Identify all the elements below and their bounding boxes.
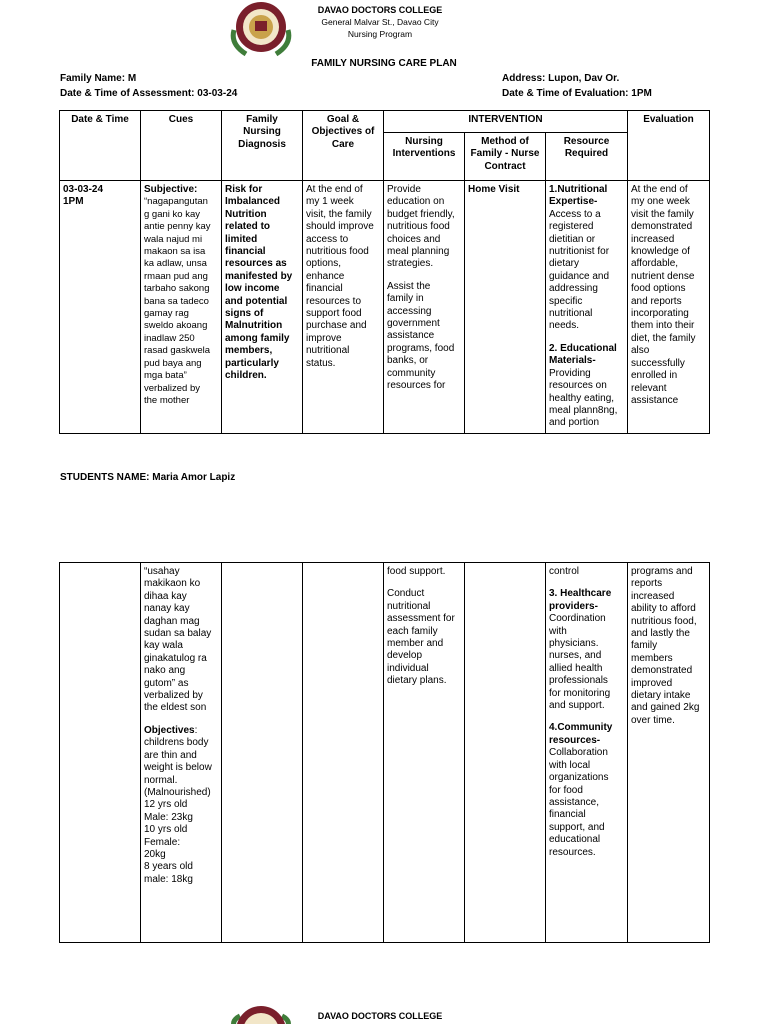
row1-cues: Subjective: “nagapangutan g gani ko kay antie penny kay wala najud mi makaon sa isa ka adlaw, unsa rmaan pud ang tarbaho sakong bana sa tadeco gamay rag sweldo akoang inadlaw 250 rasad gaskwela pud baya ang mga bata” verbalized by the mother — [141, 181, 222, 434]
row2-interventions: food support. Conduct nutritional assessment for each family member and develop individual dietary plans. — [384, 563, 465, 943]
header-cues: Cues — [141, 111, 222, 181]
row2-method — [465, 563, 546, 943]
college-name: DAVAO DOCTORS COLLEGE — [317, 5, 443, 15]
row1-interventions: Provide education on budget friendly, nutritious food choices and meal planning strategies. Assist the family in accessing government assistance programs, food banks, or community resources for — [384, 181, 465, 434]
students-name-label: STUDENTS NAME: — [60, 472, 150, 483]
college-seal-logo-bottom — [226, 1004, 296, 1024]
assessment-date: 03-03-24 — [197, 88, 238, 99]
row1-goal: At the end of my 1 week visit, the family should improve access to nutritious food options, enhance financial resources to support food purchase and improve nutritional status. — [303, 181, 384, 434]
college-seal-logo — [226, 0, 296, 58]
row1-evaluation: At the end of my one week visit the family demonstrated increased knowledge of affordable, nutrient dense food options and reports incorporating them into their diet, the family also successfully enrolled in relevant assistance — [628, 181, 710, 434]
row2-date — [60, 563, 141, 943]
header-nursing-interventions: Nursing Interventions — [384, 133, 465, 181]
address-info — [502, 71, 652, 101]
row2-goal — [303, 563, 384, 943]
row2-evaluation: programs and reports increased ability to afford nutritious food, and lastly the family members demonstrated improved dietary intake and gained 2kg over time. — [628, 563, 710, 943]
document-title: FAMILY NURSING CARE PLAN — [311, 58, 457, 69]
students-name-line — [60, 472, 235, 483]
header-resource: Resource Required — [546, 133, 628, 181]
program-name: Nursing Program — [347, 29, 413, 39]
college-header — [300, 4, 460, 40]
row1-method: Home Visit — [465, 181, 546, 434]
row2-resources: control 3. Healthcare providers- Coordination with physicians. nurses, and allied health professionals for monitoring and support. 4.Community resources- Collaboration with local organizations for food assistance, financial support, and educational resources. — [546, 563, 628, 943]
row1-diagnosis: Risk for Imbalanced Nutrition related to limited financial resources as manifested by low income and potential signs of Malnutrition among family members, particularly children. — [222, 181, 303, 434]
evaluation-label: Date & Time of Evaluation: — [502, 88, 629, 99]
header-intervention: INTERVENTION — [384, 111, 628, 133]
care-plan-table-continued — [59, 562, 710, 943]
family-name-label: Family Name: — [60, 73, 126, 84]
header-date-time: Date & Time — [60, 111, 141, 181]
care-plan-table — [59, 110, 710, 434]
college-name-bottom: DAVAO DOCTORS COLLEGE — [317, 1011, 443, 1021]
student-name: Maria Amor Lapiz — [152, 472, 236, 483]
header-diagnosis: Family Nursing Diagnosis — [222, 111, 303, 181]
address-value: Lupon, Dav Or. — [548, 73, 620, 84]
header-method: Method of Family - Nurse Contract — [465, 133, 546, 181]
row2-cues: “usahay makikaon ko dihaa kay nanay kay daghan mag sudan sa balay kay wala ginakatulog ra nako ang gutom” as verbalized by the eldest son Objectives: childrens body are thin and weight is below normal. (Malnourished) 12 yrs old Male: 23kg 10 yrs old Female: 20kg 8 years old male: 18kg — [141, 563, 222, 943]
family-name-value: M — [127, 73, 137, 84]
college-address: General Malvar St., Davao City — [321, 17, 439, 27]
row1-resources: 1.Nutritional Expertise- Access to a registered dietitian or nutritionist for dietary guidance and addressing specific nutritional needs. 2. Educational Materials- Providing resources on healthy eating, meal plann8ng, and portion — [546, 181, 628, 434]
assessment-label: Date & Time of Assessment: — [60, 88, 195, 99]
college-header-bottom — [300, 1010, 460, 1022]
evaluation-time: 1PM — [631, 88, 652, 99]
header-goal: Goal & Objectives of Care — [303, 111, 384, 181]
row1-date: 03-03-24 1PM — [60, 181, 141, 434]
address-label: Address: — [502, 73, 546, 84]
row2-diagnosis — [222, 563, 303, 943]
family-info — [60, 71, 237, 101]
header-evaluation: Evaluation — [628, 111, 710, 181]
